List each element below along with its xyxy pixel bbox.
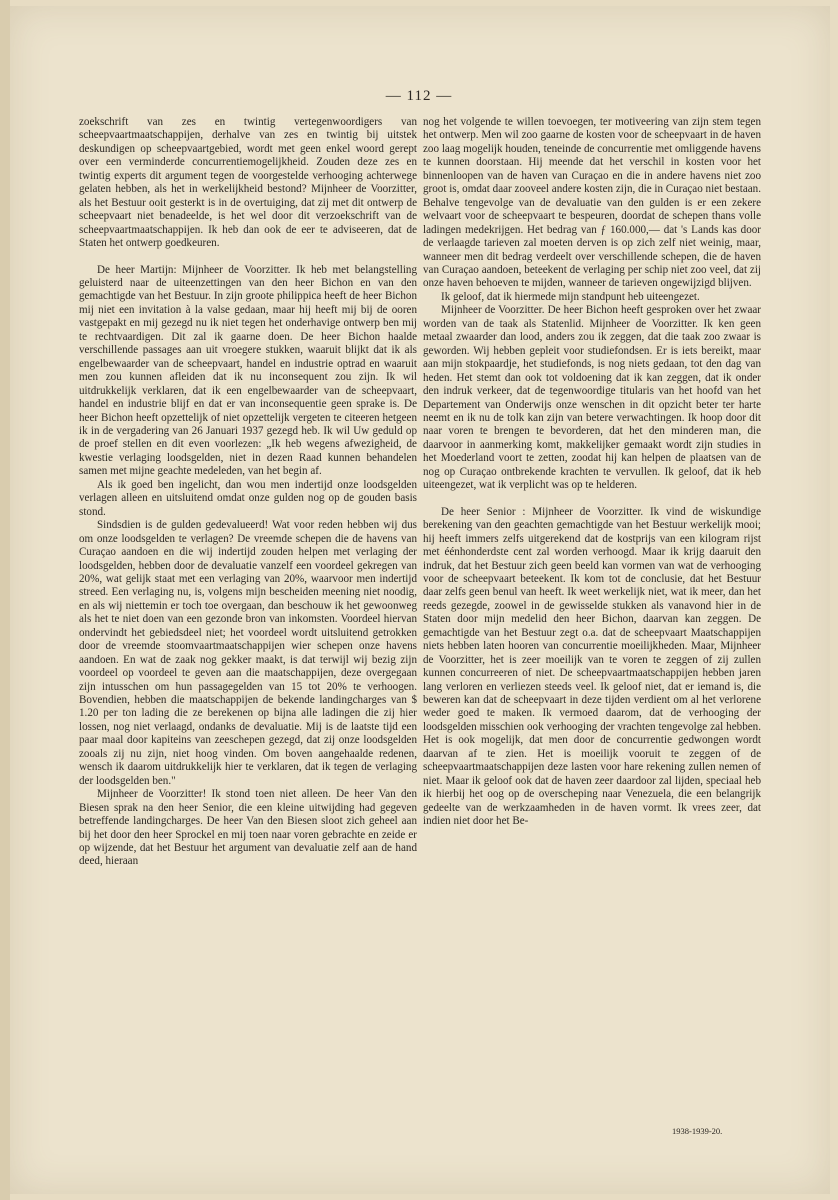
paragraph: Als ik goed ben ingelicht, dan wou men indertijd onze loodsgelden verlagen alleen en uitsluitend omdat onze gulden nog op de gouden basis stond. — [79, 478, 417, 518]
paragraph: Mijnheer de Voorzitter! Ik stond toen niet alleen. De heer Van den Biesen sprak na den heer Senior, die een kleine uitwijding had gegeven betreffende landingcharges. De heer Van den Biesen sloot zich geheel aan bij het door den heer Sprockel en mij toen naar voren gebrachte en zeide er op wijzende, dat het Bestuur het argument van devaluatie zelf aan de hand deed, hieraan — [79, 788, 417, 868]
paragraph: De heer Senior : Mijnheer de Voorzitter. Ik vind de wiskundige berekening van den geachten gemachtigde van het Bestuur werkelijk mooi; hij heeft immers zelfs uitgerekend dat de kostprijs van een kilogram rijst met éénhonderdste cent zal worden verhoogd. Maar ik krijg daaruit den indruk, dat het Bestuur zich geen beeld kan vormen van wat de verhooging voor de scheepvaart beteekent. Ik kom tot de conclusie, dat het Bestuur daar zelfs geen benul van heeft. Ik weet werkelijk niet, wat ik meer, dan het reeds gezegde, zoowel in de gewisselde stukken als vanavond hier in de Staten door mijn medelid den heer Bichon, daarvan kan zeggen. De gemachtigde van het Bestuur zegt o.a. dat de scheepvaart Maatschappijen niets hebben laten hooren van concurrentie moeilijkheden. Maar, Mijnheer de Voorzitter, het is zeer moeilijk van te voren te zeggen of zij zullen kunnen concurreeren of niet. De scheepvaartmaatschappijen hebben jaren lang verloren en verliezen steeds veel. Ik geloof niet, dat er iemand is, die beweren kan dat de scheepvaart in deze tijden verdient om al het verlorene weder goed te maken. Ik vermoed daarom, dat de verhooging der loodsgelden misschien ook verhooging der vrachten tengevolge zal hebben. Het is ook mogelijk, dat men door de concurrentie gedwongen wordt daarvan af te zien. Het is moeilijk vooruit te zeggen of de scheepvaartmaatschappijen deze lasten voor hare rekening zullen nemen of niet. Maar ik geloof ook dat de haven zeer daardoor zal lijden, speciaal heb ik hierbij het oog op de overscheping naar Venezuela, die een belangrijk gedeelte van de werkzaamheden in de haven vormt. Ik vrees zeer, dat indien niet door het Be- — [423, 505, 761, 828]
paragraph: Sindsdien is de gulden gedevalueerd! Wat voor reden hebben wij dus om onze loodsgelden te verlagen? De vreemde schepen die de havens van Curaçao aandoen en die wij indertijd zouden helpen met verlaging der loodsgelden, hebben door de devaluatie vanzelf een voordeel gekregen van 20%, wat gelijk staat met een verlaging van 20%, waarvoor men indertijd streed. Een verlaging nu, is, volgens mijn bescheiden meening niet noodig, en als wij niettemin er toch toe overgaan, dan beschouw ik het gewoonweg als het te niet doen van een gezonde bron van inkomsten. Voordeel hiervan ondervindt het gebiedsdeel niet; het voordeel wordt uitsluitend getrokken door de vreemde stoomvaartmaatschappijen wier schepen onze havens aandoen. En wat de zaak nog gekker maakt, is dat terwijl wij bezig zijn voordeel op voordeel te geven aan die maatschappijen, deze overgegaan zijn intusschen om hun passagegelden van 15 tot 20% te verhoogen. Bovendien, hebben die maatschappijen de bekende landingcharges van $ 1.20 per ton lading die ze berekenen op bijna alle ladingen die zij hier lossen, nog niet verlaagd, ondanks de devaluatie. Mij is de laatste tijd een paar maal door kapiteins van zeeschepen gezegd, dat zij onze loodsgelden zooals zij nu zijn, niet hoog vinden. Om boven aangehaalde redenen, wensch ik daarom uitdrukkelijk hier te verklaren, dat ik tegen de verlaging der loodsgelden ben." — [79, 519, 417, 787]
paragraph: Mijnheer de Voorzitter. De heer Bichon heeft gesproken over het zwaar worden van de taak als Statenlid. Mijnheer de Voorzitter. Ik ken geen metaal zwaarder dan lood, anders zou ik zeggen, dat die taak zoo zwaar is geworden. Wij hebben gepleit voor studiefondsen. Er is iets bereikt, maar aan mijn stokpaardje, het studiefonds, is nog niets gedaan, tot den dag van heden. Het stemt dan ook tot voldoening dat ik kan zeggen, dat ik onder den indruk verkeer, dat de tegenwoordige titularis van het hoofd van het Departement van Onderwijs onze wenschen in dit opzicht beter ter harte neemt en ik nu de tolk kan zijn van betere verwachtingen. Ik hoop door dit naar voren te brengen te bevorderen, dat het den minderen man, die daarvoor in aanmerking komt, makkelijker gemaakt wordt zijn studies in het Moederland voort te zetten, zoodat hij kan helpen de plaatsen van de nog op Curaçao ontbrekende krachten te vervullen. Ik geloof, dat ik heb uiteengezet, wat ik verplicht was op te helderen. — [423, 304, 761, 492]
page-number: — 112 — — [385, 88, 453, 104]
paragraph: nog het volgende te willen toevoegen, ter motiveering van zijn stem tegen het ontwerp. Men wil zoo gaarne de kosten voor de scheepvaart in de haven zoo laag mogelijk houden, teneinde de concurrentie met omliggende havens te kunnen doorstaan. Hij meende dat het verschil in kosten voor het binnenloopen van de haven van Curaçao en die in andere havens niet zoo groot is, omdat daar zooveel andere kosten zijn, die in Curaçao niet bestaan. Behalve tengevolge van de devaluatie van den gulden is er een zekere welvaart voor de scheepvaart te bespeuren, doordat de schepen thans volle ladingen medekrijgen. Het bedrag van ƒ 160.000,— dat 's Lands kas door de verlaagde tarieven zal moeten derven is op zich zelf niet weinig, maar, wanneer men dit bedrag verdeelt over verschillende schepen, die de haven van Curaçao aandoen, beteekent de verlaging per schip niet zoo veel, dat zij onze haven behoeven te mijden, wanneer de tarieven ongewijzigd blijven. — [423, 116, 761, 290]
paragraph: De heer Martijn: Mijnheer de Voorzitter. Ik heb met belangstelling geluisterd naar de uiteenzettingen van den heer Bichon en van den gemachtigde van het Bestuur. In zijn groote philippica heeft de heer Bichon mij niet een invitation à la valse gedaan, maar hij heeft mij bij de ooren vastgepakt en mij gezegd nu ik niet tegen het onderhavige ontwerp ben mij te rechtvaardigen. Dit zal ik gaarne doen. De heer Bichon haalde verschillende passages aan uit vroegere stukken, waaruit blijkt dat ik als engelbewaarder van de scheepvaart, handel en industrie optrad en waaruit men zou kunnen afleiden dat ik nu inconsequent zou zijn. Ik wil uitdrukkelijk verklaren, dat ik een engelbewaarder van de scheepvaart, handel en industrie blijf en dat er van inconsequentie geen sprake is. De heer Bichon heeft opzettelijk of niet opzettelijk vergeten te citeeren hetgeen ik in de vergadering van 26 Januari 1937 gezegd heb. Ik wil Uw geduld op de proef stellen en dit even voorlezen: „Ik heb wegens afwezigheid, de kwestie verlaging loodsgelden, niet in dezen Raad kunnen behandelen samen met mijne geachte medeleden, van het begin af. — [79, 263, 417, 478]
left-column — [79, 116, 417, 869]
paragraph: Ik geloof, dat ik hiermede mijn standpunt heb uiteengezet. — [441, 290, 700, 303]
paragraph: zoekschrift van zes en twintig vertegenwoordigers van scheepvaartmaatschappijen, derhalve van zes en twintig bij uitstek deskundigen op scheepvaartgebied, wordt met geen enkel woord gerept over een verminderde concurrentiemogelijkheid. Zouden deze zes en twintig experts dit argument tegen de voorgestelde verhooging achterwege gelaten hebben, als het in werkelijkheid bestond? Mijnheer de Voorzitter, als het Bestuur ooit gesterkt is in de overtuiging, dat zij met dit ontwerp de scheepvaart niet benadeelde, is het wel door dit verzoekschrift van de scheepvaartmaatschappijen. Ik heb dan ook de eer te adviseeren, dat de Staten het ontwerp goedkeuren. — [79, 116, 417, 250]
page-edge — [0, 0, 10, 1200]
right-column — [423, 116, 761, 829]
footer-code: 1938-1939-20. — [672, 1126, 723, 1136]
